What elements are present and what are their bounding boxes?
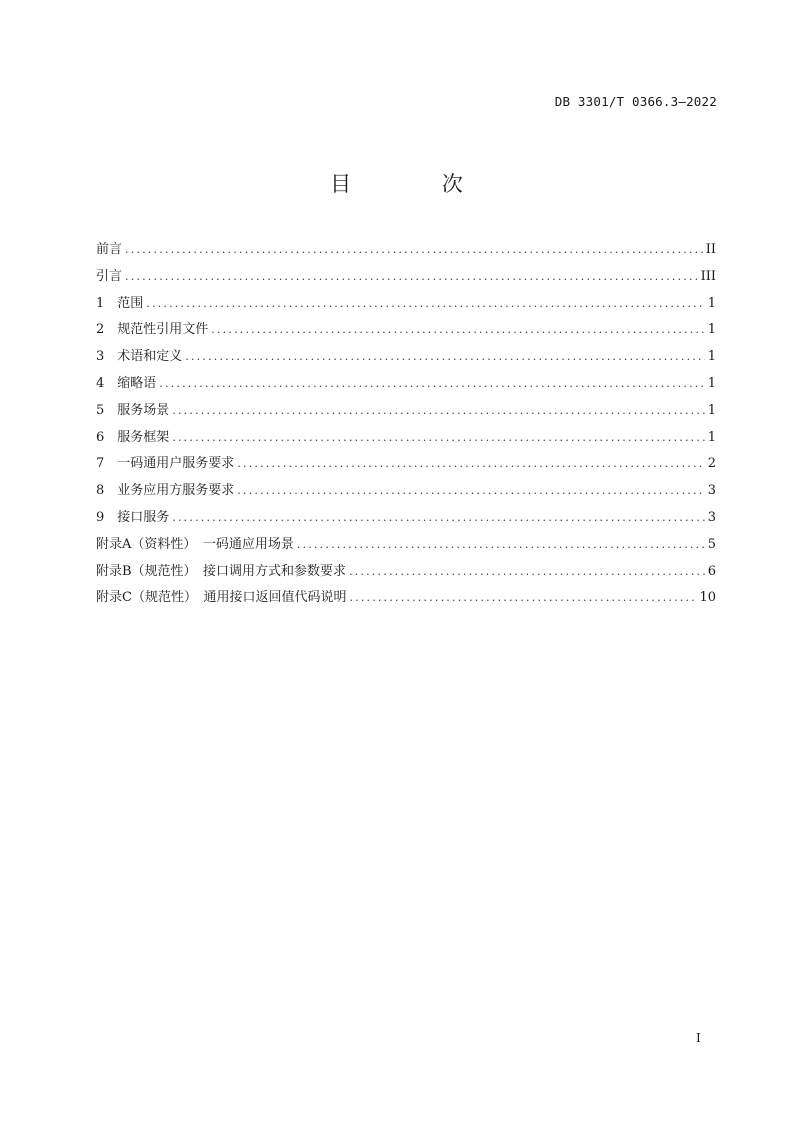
toc-entry-page: 5 [707, 536, 716, 552]
toc-leader-dots [349, 588, 696, 608]
toc-entry[interactable] [96, 401, 716, 428]
toc-entry[interactable] [96, 294, 716, 321]
toc-entry-label: 6 服务框架 [96, 429, 170, 445]
toc-entry[interactable] [96, 347, 716, 374]
toc-leader-dots [172, 508, 704, 528]
toc-leader-dots [297, 535, 705, 555]
toc-entry[interactable] [96, 428, 716, 455]
toc-entry[interactable] [96, 481, 716, 508]
toc-entry-label: 5 服务场景 [96, 402, 170, 418]
toc-entry-page: II [705, 242, 716, 257]
toc-entry-label: 1 范围 [96, 295, 144, 311]
toc-entry-page: 1 [707, 429, 716, 445]
toc-entry-label: 引言 [96, 268, 123, 284]
toc-entry-page: 6 [707, 563, 716, 579]
toc-leader-dots [146, 294, 704, 314]
toc-leader-dots [125, 240, 703, 260]
toc-entry-page: 1 [707, 295, 716, 311]
toc-leader-dots [172, 428, 704, 448]
toc-entry-label: 4 缩略语 [96, 375, 157, 391]
toc-entry[interactable] [96, 588, 716, 615]
toc-leader-dots [185, 347, 704, 367]
toc-entry-label: 3 术语和定义 [96, 349, 183, 365]
toc-entry-label: 附录B（规范性） 接口调用方式和参数要求 [96, 563, 347, 579]
toc-entry[interactable] [96, 562, 716, 589]
table-of-contents [96, 240, 716, 615]
toc-entry-page: 1 [707, 322, 716, 338]
toc-leader-dots [172, 401, 704, 421]
toc-entry-label: 前言 [96, 242, 123, 257]
toc-entry[interactable] [96, 267, 716, 294]
toc-leader-dots [237, 481, 704, 501]
toc-entry-page: 2 [707, 456, 716, 472]
toc-entry[interactable] [96, 374, 716, 401]
toc-entry-page: 3 [707, 509, 716, 525]
toc-entry-label: 附录A（资料性） 一码通应用场景 [96, 536, 294, 552]
standard-code: DB 3301/T 0366.3—2022 [554, 94, 717, 109]
toc-leader-dots [159, 374, 704, 394]
toc-entry-label: 附录C（规范性） 通用接口返回值代码说明 [96, 590, 347, 606]
toc-entry[interactable] [96, 535, 716, 562]
page-title: 目 次 [330, 172, 505, 196]
toc-entry[interactable] [96, 320, 716, 347]
toc-entry[interactable] [96, 508, 716, 535]
toc-entry[interactable] [96, 240, 716, 267]
toc-leader-dots [349, 562, 705, 582]
toc-entry-page: 1 [707, 375, 716, 391]
page-number: I [696, 1031, 701, 1045]
toc-entry-page: 1 [707, 349, 716, 365]
toc-entry-label: 9 接口服务 [96, 509, 170, 525]
toc-entry-page: 10 [699, 590, 716, 606]
toc-entry[interactable] [96, 454, 716, 481]
toc-entry-page: III [700, 268, 716, 284]
toc-entry-label: 2 规范性引用文件 [96, 322, 209, 338]
toc-leader-dots [237, 454, 704, 474]
toc-entry-page: 3 [707, 483, 716, 499]
toc-entry-page: 1 [707, 402, 716, 418]
toc-entry-label: 7 一码通用户服务要求 [96, 456, 235, 472]
toc-leader-dots [125, 267, 698, 287]
toc-entry-label: 8 业务应用方服务要求 [96, 483, 235, 499]
toc-leader-dots [211, 320, 704, 340]
